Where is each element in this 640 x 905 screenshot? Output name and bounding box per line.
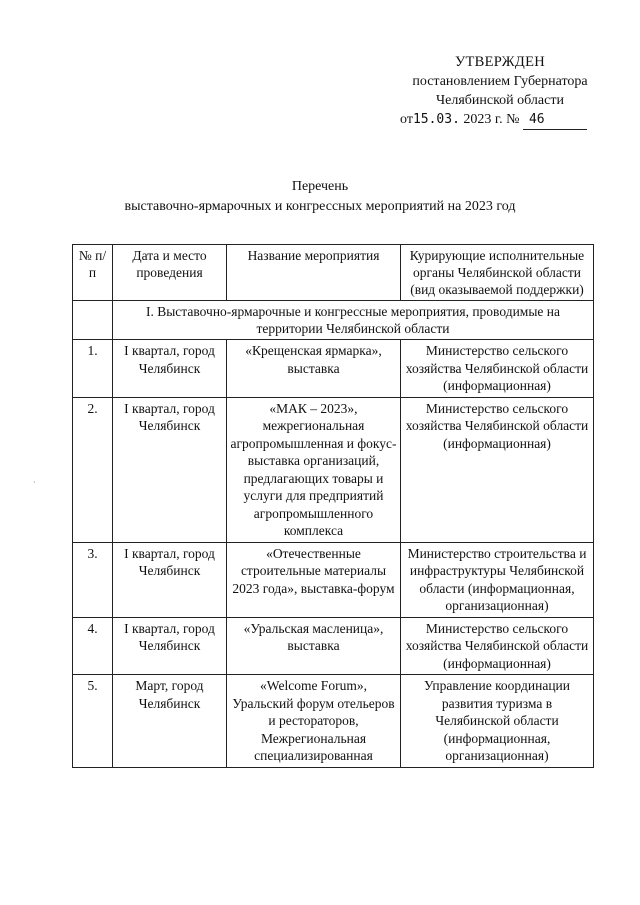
table-row — [73, 617, 594, 675]
row-event-name: «МАК – 2023», межрегиональная агропромышленная и фокус-выставка организаций, предлагающих товары и услуги для предприятий агропромышленного комплекса — [227, 397, 401, 542]
approval-heading: УТВЕРЖДЕН — [454, 54, 546, 70]
table-row — [73, 340, 594, 398]
header-name: Название мероприятия — [227, 245, 401, 301]
row-organization: Министерство строительства и инфраструктуры Челябинской области (информационная, организационная) — [401, 542, 594, 617]
document-title — [0, 177, 640, 217]
header-org: Курирующие исполнительные органы Челябинской области (вид оказываемой поддержки) — [401, 245, 594, 301]
row-event-name: «Welcome Forum», Уральский форум отельеров и рестораторов, Межрегиональная специализированная — [227, 675, 401, 768]
title-line-2: выставочно-ярмарочных и конгрессных мероприятий на 2023 год — [124, 199, 516, 214]
row-organization: Министерство сельского хозяйства Челябинской области (информационная) — [401, 617, 594, 675]
row-num: 3. — [73, 542, 113, 617]
approval-line-region: Челябинской области — [436, 93, 564, 108]
section-row — [73, 301, 594, 340]
row-num: 5. — [73, 675, 113, 768]
row-event-name: «Уральская масленица», выставка — [227, 617, 401, 675]
row-num: 2. — [73, 397, 113, 542]
row-event-name: «Крещенская ярмарка», выставка — [227, 340, 401, 398]
scan-speck: · — [33, 478, 36, 487]
decree-number: 46 — [523, 110, 587, 130]
row-date: I квартал, город Челябинск — [113, 397, 227, 542]
row-organization: Управление координации развития туризма в Челябинской области (информационная, организационная) — [401, 675, 594, 768]
row-num: 4. — [73, 617, 113, 675]
row-date: I квартал, город Челябинск — [113, 340, 227, 398]
events-table — [72, 244, 594, 768]
table-row — [73, 675, 594, 768]
section-num-cell — [73, 301, 113, 340]
date-suffix: 2023 г. № — [463, 112, 520, 127]
row-organization: Министерство сельского хозяйства Челябинской области (информационная) — [401, 397, 594, 542]
header-date: Дата и место проведения — [113, 245, 227, 301]
title-line-1: Перечень — [291, 179, 349, 194]
approval-dateline — [400, 110, 600, 130]
row-date: I квартал, город Челябинск — [113, 542, 227, 617]
row-date: Март, город Челябинск — [113, 675, 227, 768]
row-organization: Министерство сельского хозяйства Челябинской области (информационная) — [401, 340, 594, 398]
row-event-name: «Отечественные строительные материалы 2023 года», выставка-форум — [227, 542, 401, 617]
row-num: 1. — [73, 340, 113, 398]
approval-line-governor: постановлением Губернатора — [412, 74, 588, 89]
date-value: 15.03. — [412, 112, 460, 127]
section-title: I. Выставочно-ярмарочные и конгрессные мероприятия, проводимые на территории Челябинской области — [113, 301, 594, 340]
row-date: I квартал, город Челябинск — [113, 617, 227, 675]
header-num: № п/п — [73, 245, 113, 301]
table-row — [73, 397, 594, 542]
approval-block — [400, 53, 600, 130]
date-prefix: от — [400, 112, 413, 127]
table-row — [73, 542, 594, 617]
header-row — [73, 245, 594, 301]
